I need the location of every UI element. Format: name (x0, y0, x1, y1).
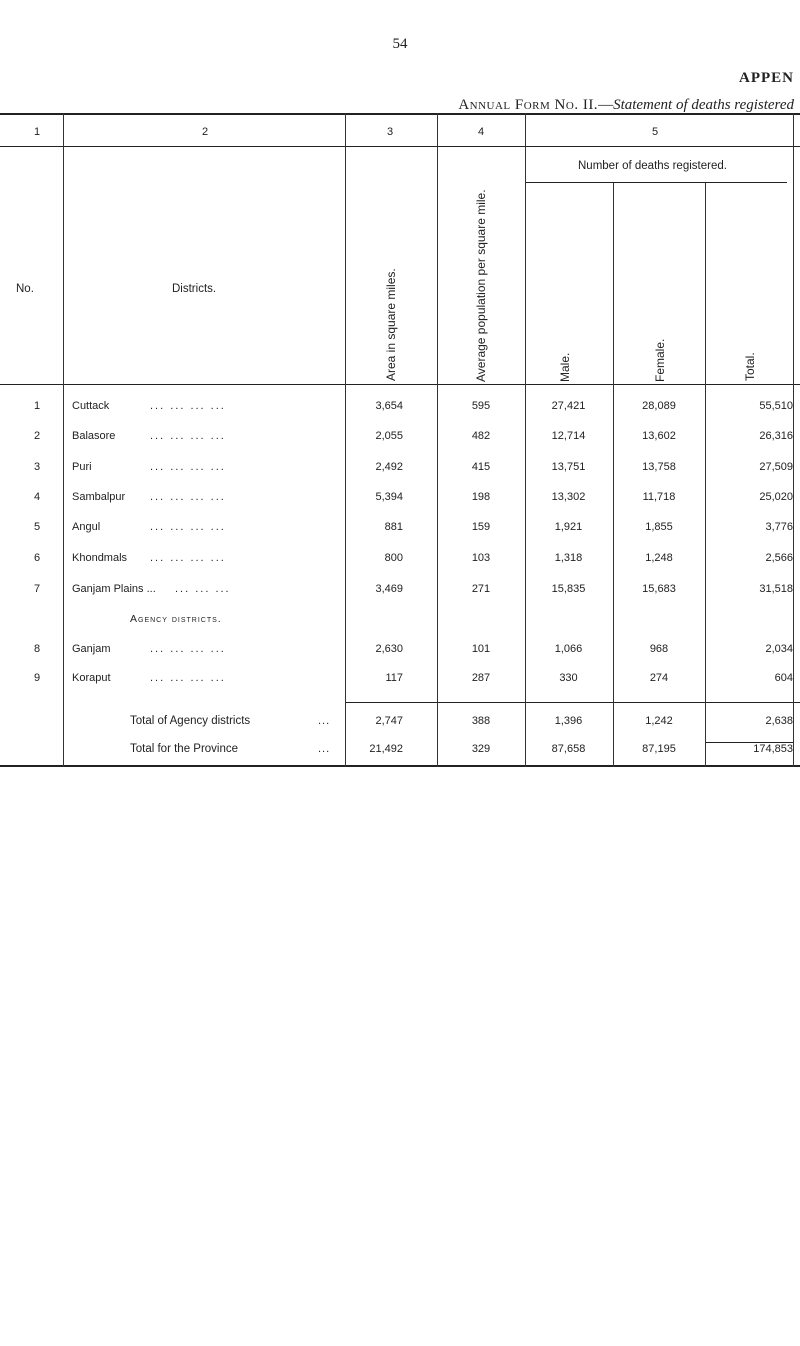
male-value: 1,066 (554, 643, 583, 655)
form-title-subtitle: Statement of deaths registered (613, 97, 794, 113)
table-row (0, 521, 800, 541)
rule-agency-total (345, 702, 800, 703)
male-value: 15,835 (551, 583, 586, 595)
total-value: 174,853 (753, 743, 793, 755)
leader-dots: ... ... ... ... (150, 672, 226, 684)
form-title (458, 97, 794, 114)
total-value: 31,518 (759, 583, 793, 595)
total-value: 2,566 (765, 552, 793, 564)
male-value: 1,318 (554, 552, 583, 564)
avg-value: 329 (471, 743, 491, 755)
row-number: 2 (33, 430, 41, 442)
row-number: 8 (33, 643, 41, 655)
avg-value: 271 (471, 583, 491, 595)
area-value: 2,747 (375, 715, 403, 727)
female-value: 968 (649, 643, 669, 655)
header-avg-population: Average population per square mile. (474, 189, 488, 382)
agency-total-row (0, 715, 800, 735)
leader-dots: ... ... ... ... (150, 552, 226, 564)
female-value: 274 (649, 672, 669, 684)
leader-dots: ... (318, 743, 331, 755)
table-row (0, 430, 800, 450)
header-male: Male. (558, 352, 572, 382)
male-value: 87,658 (551, 743, 586, 755)
area-value: 2,492 (375, 461, 403, 473)
district-name: Koraput (72, 672, 111, 684)
male-value: 27,421 (551, 400, 586, 412)
district-name: Angul (72, 521, 101, 533)
header-deaths-group: Number of deaths registered. (578, 160, 727, 172)
rule-deaths-group (525, 182, 787, 183)
female-value: 13,758 (642, 461, 676, 473)
row-number: 6 (33, 552, 41, 564)
avg-value: 159 (471, 521, 491, 533)
area-value: 800 (384, 552, 403, 564)
leader-dots: ... ... ... (175, 583, 231, 595)
row-number: 5 (33, 521, 41, 533)
male-value: 12,714 (551, 430, 586, 442)
total-value: 26,316 (759, 430, 793, 442)
colnum-5: 5 (651, 126, 659, 138)
province-total-row (0, 743, 800, 763)
row-number: 3 (33, 461, 41, 473)
leader-dots: ... (318, 715, 331, 727)
total-value: 55,510 (759, 400, 793, 412)
colnum-3: 3 (386, 126, 394, 138)
male-value: 1,396 (554, 715, 583, 727)
row-number: 4 (33, 491, 41, 503)
avg-value: 415 (471, 461, 491, 473)
area-value: 21,492 (369, 743, 403, 755)
header-districts: Districts. (172, 283, 217, 295)
area-value: 5,394 (375, 491, 403, 503)
area-value: 2,630 (375, 643, 403, 655)
area-value: 117 (385, 672, 403, 684)
leader-dots: ... ... ... ... (150, 430, 226, 442)
male-value: 1,921 (554, 521, 583, 533)
district-name: Ganjam Plains ... (72, 583, 156, 595)
agency-total-label: Total of Agency districts (130, 715, 251, 727)
row-number: 9 (33, 672, 41, 684)
leader-dots: ... ... ... ... (150, 461, 226, 473)
district-name: Puri (72, 461, 92, 473)
avg-value: 101 (471, 643, 491, 655)
agency-districts-heading: Agency districts. (130, 613, 222, 625)
female-value: 1,242 (645, 715, 673, 727)
page-number: 54 (392, 36, 408, 52)
total-value: 27,509 (759, 461, 793, 473)
rule-bottom (0, 765, 800, 767)
table-row (0, 552, 800, 572)
district-name: Sambalpur (72, 491, 126, 503)
colnum-2: 2 (201, 126, 209, 138)
header-right: APPEN (739, 70, 794, 86)
leader-dots: ... ... ... ... (150, 491, 226, 503)
header-no: No. (16, 283, 34, 295)
female-value: 1,248 (645, 552, 673, 564)
form-title-dash: — (598, 97, 614, 113)
female-value: 15,683 (642, 583, 676, 595)
avg-value: 287 (471, 672, 491, 684)
female-value: 87,195 (642, 743, 676, 755)
area-value: 3,654 (375, 400, 403, 412)
rule-top (0, 113, 800, 115)
female-value: 13,602 (642, 430, 676, 442)
rule-header-bottom (0, 384, 800, 385)
colnum-4: 4 (477, 126, 485, 138)
form-title-prefix: Annual Form No. II. (458, 97, 599, 113)
total-value: 3,776 (765, 521, 793, 533)
row-number: 1 (33, 400, 41, 412)
leader-dots: ... ... ... ... (150, 521, 226, 533)
province-total-label: Total for the Province (130, 743, 239, 755)
total-value: 25,020 (759, 491, 793, 503)
row-number: 7 (33, 583, 41, 595)
header-area: Area in square miles. (384, 268, 398, 381)
table-row (0, 643, 800, 663)
district-name: Ganjam (72, 643, 111, 655)
total-value: 604 (774, 672, 793, 684)
female-value: 28,089 (642, 400, 676, 412)
area-value: 881 (384, 521, 403, 533)
male-value: 13,751 (551, 461, 586, 473)
rule-colnums (0, 146, 800, 147)
avg-value: 595 (471, 400, 491, 412)
male-value: 13,302 (551, 491, 586, 503)
header-female: Female. (653, 338, 667, 382)
avg-value: 388 (471, 715, 491, 727)
total-value: 2,034 (765, 643, 793, 655)
header-total: Total. (743, 352, 757, 381)
colnum-1: 1 (33, 126, 41, 138)
avg-value: 198 (471, 491, 491, 503)
area-value: 3,469 (375, 583, 403, 595)
total-value: 2,638 (765, 715, 793, 727)
district-name: Khondmals (72, 552, 128, 564)
female-value: 11,718 (642, 491, 676, 503)
district-name: Cuttack (72, 400, 110, 412)
area-value: 2,055 (375, 430, 403, 442)
male-value: 330 (559, 672, 578, 684)
avg-value: 482 (471, 430, 491, 442)
table-row (0, 672, 800, 692)
female-value: 1,855 (645, 521, 673, 533)
table-row (0, 583, 800, 603)
leader-dots: ... ... ... ... (150, 643, 226, 655)
table-row (0, 461, 800, 481)
leader-dots: ... ... ... ... (150, 400, 226, 412)
avg-value: 103 (471, 552, 491, 564)
district-name: Balasore (72, 430, 116, 442)
table-row (0, 491, 800, 511)
table-row (0, 400, 800, 420)
